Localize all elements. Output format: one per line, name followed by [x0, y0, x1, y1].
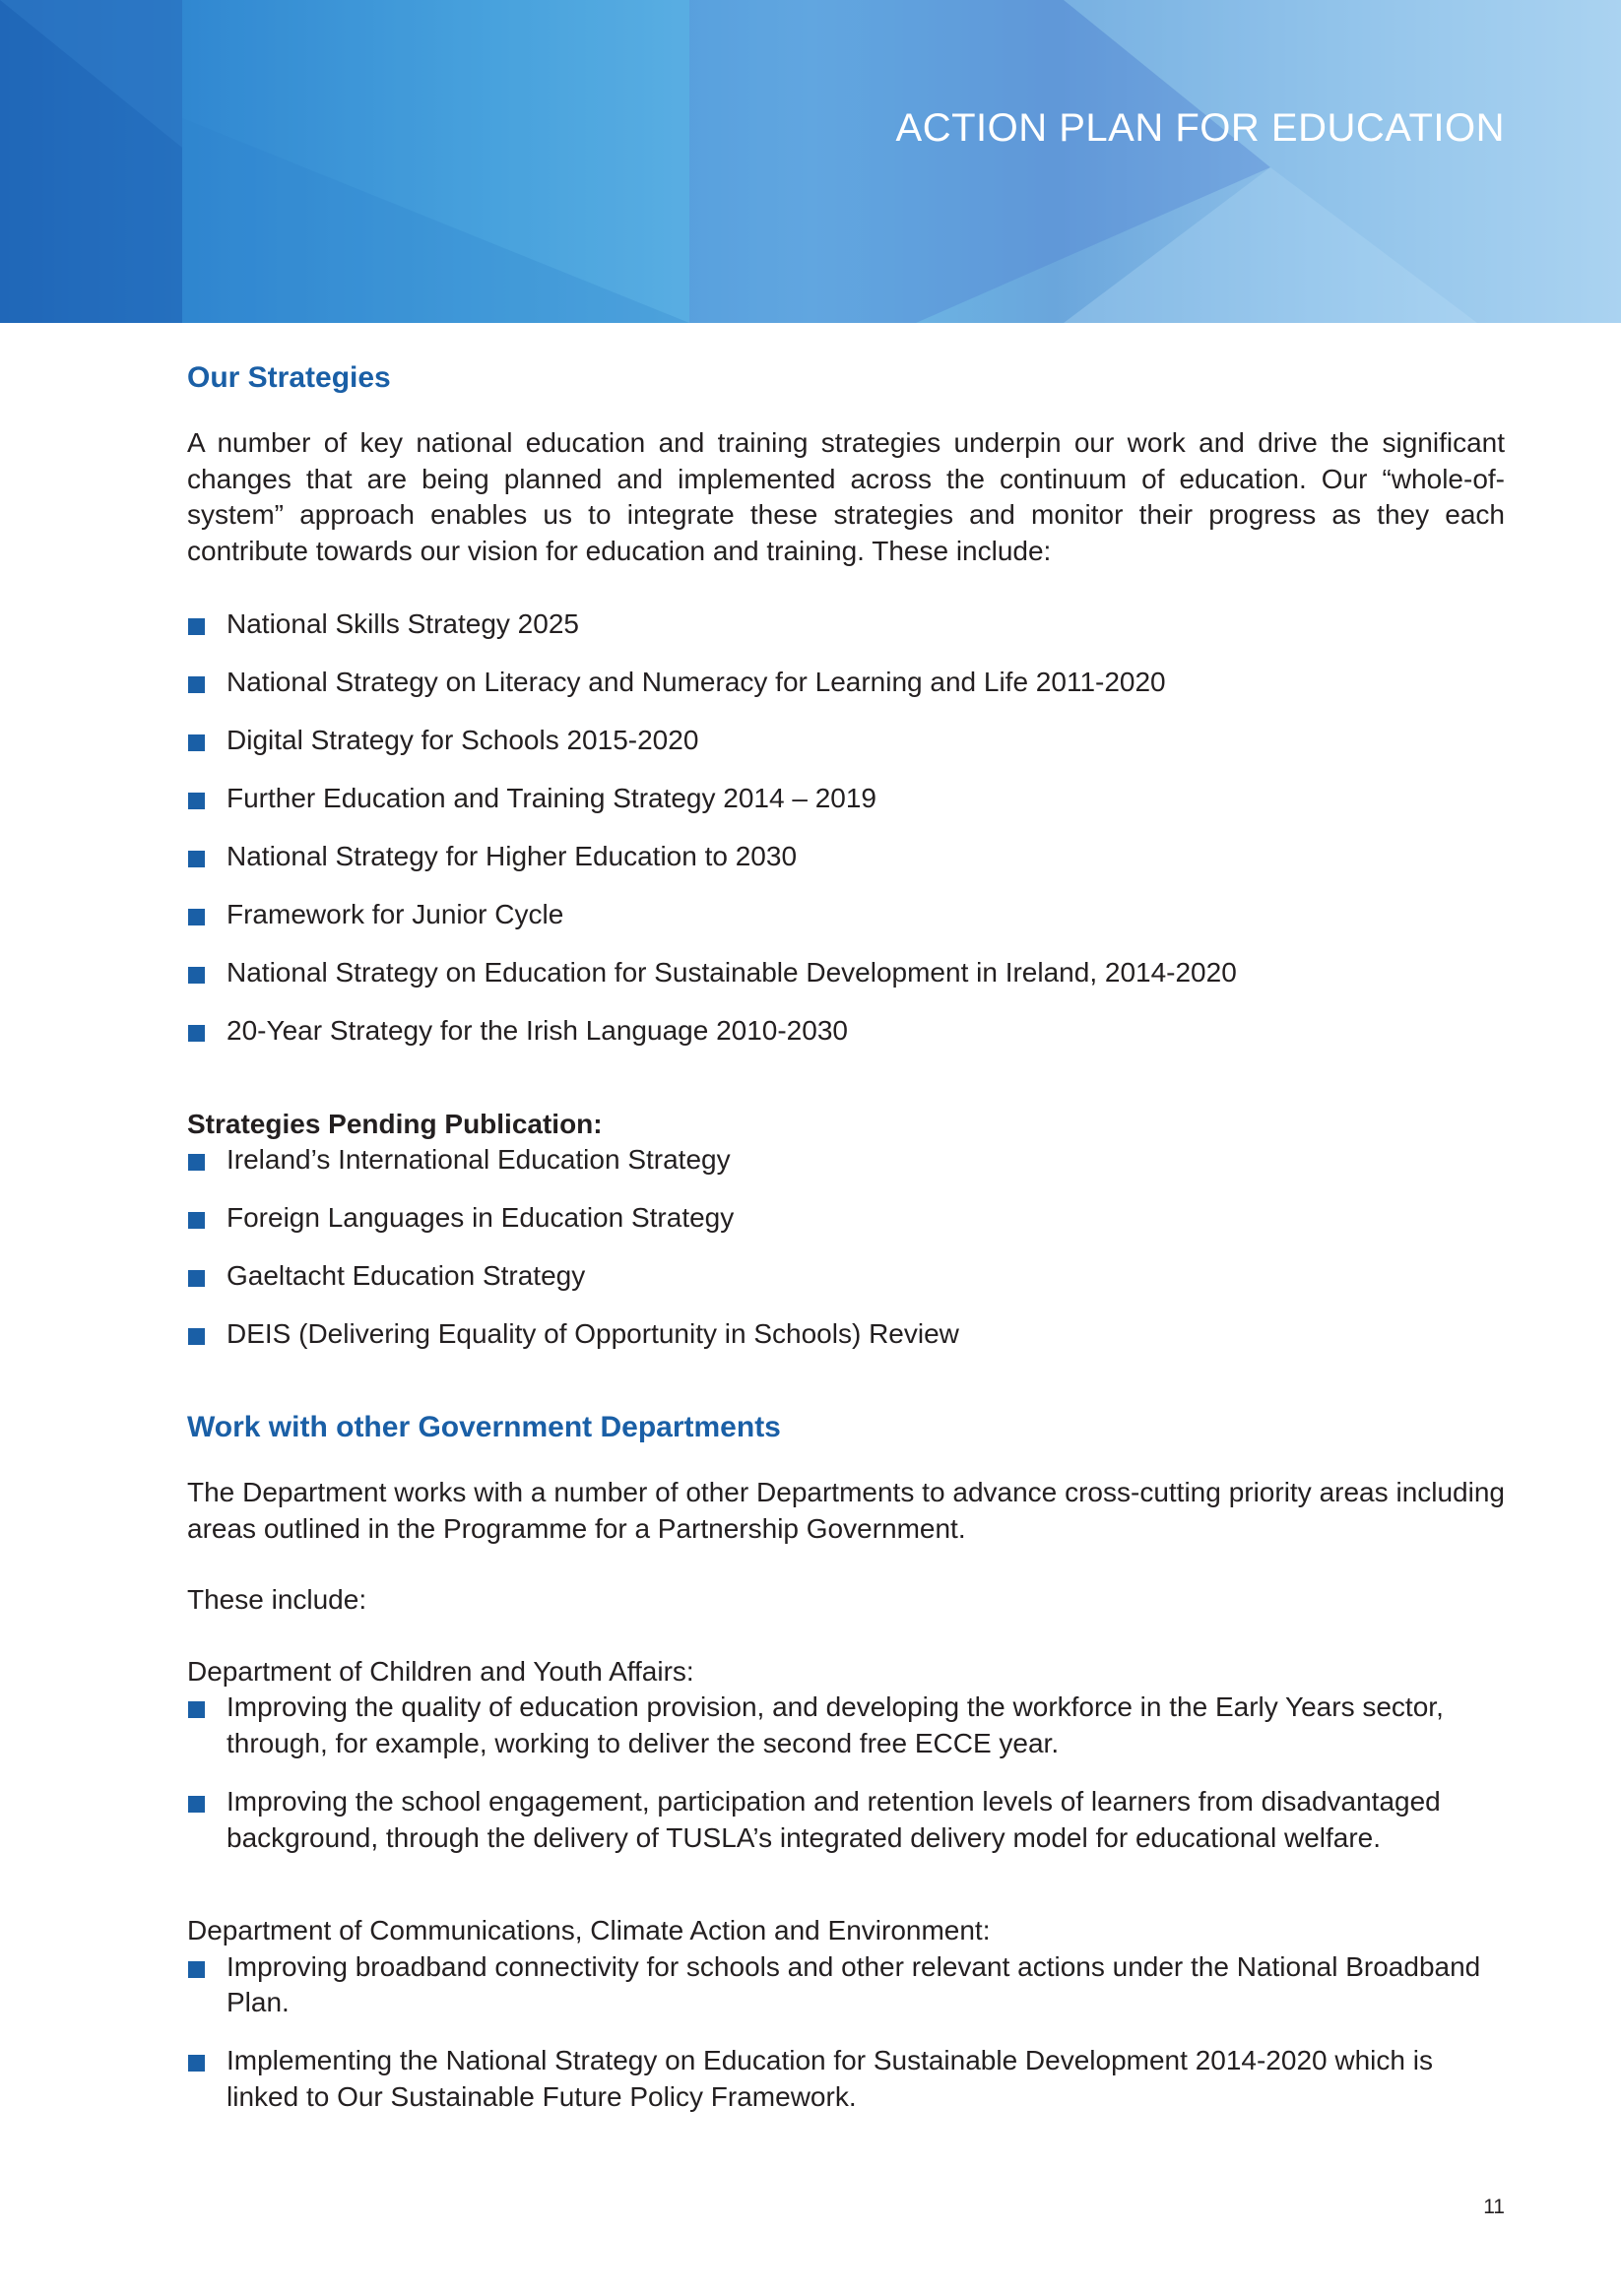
- list-item: Improving the quality of education provision, and developing the workforce in the Early Years sector, through, for example, working to deliver the second free ECCE year.: [187, 1690, 1505, 1761]
- strategies-intro-paragraph: A number of key national education and training strategies underpin our work and drive the significant changes that are being planned and implemented across the continuum of education. Our “whole-of-system” approach enables us to integrate these strategies and monitor their progress as they each contribute towards our vision for education and training. These include:: [187, 427, 1505, 566]
- document-title: ACTION PLAN FOR EDUCATION: [895, 106, 1505, 150]
- bullet-square-icon: [188, 1701, 205, 1718]
- bullet-square-icon: [188, 967, 205, 984]
- department-children-actions-list: [187, 1690, 1505, 1856]
- bullet-square-icon: [188, 1961, 205, 1978]
- list-item: National Strategy on Education for Sustainable Development in Ireland, 2014-2020: [187, 955, 1505, 991]
- list-item: Foreign Languages in Education Strategy: [187, 1200, 1505, 1237]
- list-item: Improving the school engagement, participation and retention levels of learners from disadvantaged background, through the delivery of TUSLA’s integrated delivery model for educational welfare.: [187, 1784, 1505, 1856]
- department-communications-actions-list: [187, 1949, 1505, 2116]
- bullet-square-icon: [188, 909, 205, 925]
- list-item: Ireland’s International Education Strategy: [187, 1142, 1505, 1179]
- list-item: Framework for Junior Cycle: [187, 897, 1505, 933]
- bullet-square-icon: [188, 1270, 205, 1287]
- list-item: Improving broadband connectivity for schools and other relevant actions under the National Broadband Plan.: [187, 1949, 1505, 2021]
- department-name: Department of Children and Youth Affairs:: [187, 1655, 694, 1687]
- list-item: National Strategy for Higher Education to 2030: [187, 839, 1505, 875]
- list-item: Digital Strategy for Schools 2015-2020: [187, 723, 1505, 759]
- list-item: National Skills Strategy 2025: [187, 606, 1505, 643]
- bullet-square-icon: [188, 1212, 205, 1229]
- bullet-square-icon: [188, 1328, 205, 1345]
- section-heading-our-strategies: Our Strategies: [187, 361, 391, 394]
- these-include-label: These include:: [187, 1584, 367, 1616]
- bullet-square-icon: [188, 1154, 205, 1171]
- section-heading-government-departments: Work with other Government Departments: [187, 1411, 781, 1443]
- list-item: Implementing the National Strategy on Education for Sustainable Development 2014-2020 which is linked to Our Sustainable Future Policy Framework.: [187, 2043, 1505, 2115]
- bullet-square-icon: [188, 851, 205, 867]
- list-item: DEIS (Delivering Equality of Opportunity in Schools) Review: [187, 1316, 1505, 1353]
- list-item: Gaeltacht Education Strategy: [187, 1258, 1505, 1295]
- header-banner: [0, 0, 1621, 323]
- bullet-square-icon: [188, 793, 205, 809]
- list-item: Further Education and Training Strategy 2014 – 2019: [187, 781, 1505, 817]
- bullet-square-icon: [188, 734, 205, 751]
- page-number: 11: [1483, 2196, 1505, 2218]
- page-content: [187, 360, 1505, 2116]
- department-name: Department of Communications, Climate Action and Environment:: [187, 1915, 991, 1946]
- bullet-square-icon: [188, 618, 205, 635]
- banner-geometric-pattern: [0, 0, 1621, 323]
- strategies-list: [187, 606, 1505, 1049]
- bullet-square-icon: [188, 1796, 205, 1813]
- list-item: National Strategy on Literacy and Numeracy for Learning and Life 2011-2020: [187, 665, 1505, 701]
- bullet-square-icon: [188, 1025, 205, 1042]
- bullet-square-icon: [188, 2055, 205, 2072]
- pending-strategies-list: [187, 1142, 1505, 1353]
- departments-intro-paragraph: The Department works with a number of other Departments to advance cross-cutting priority areas including areas outlined in the Programme for a Partnership Government.: [187, 1477, 1505, 1544]
- list-item: 20-Year Strategy for the Irish Language 2010-2030: [187, 1013, 1505, 1050]
- bullet-square-icon: [188, 676, 205, 693]
- pending-publication-heading: Strategies Pending Publication:: [187, 1108, 603, 1139]
